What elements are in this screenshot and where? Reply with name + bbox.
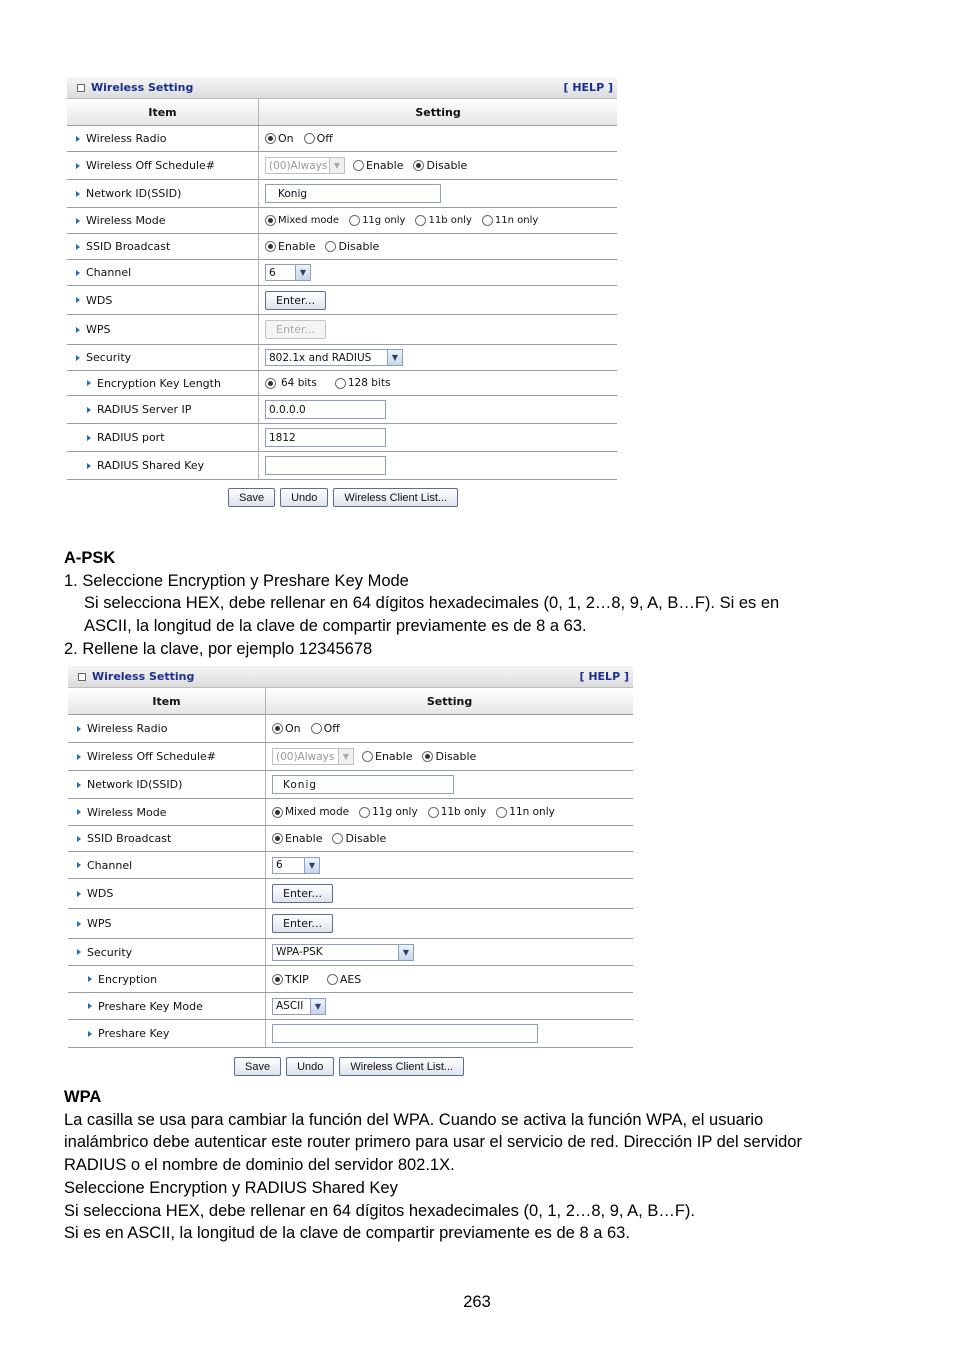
wps-enter-button[interactable]: Enter... (265, 320, 326, 339)
arrow-right-icon (77, 891, 81, 897)
radio-label: Disable (435, 750, 477, 763)
row-channel (67, 260, 617, 286)
arrow-right-icon (77, 862, 81, 868)
row-preshare-key-mode (68, 993, 633, 1020)
radio-disable[interactable] (325, 241, 336, 252)
paragraph-line: La casilla se usa para cambiar la función del WPA. Cuando se activa la función WPA, el usuario (64, 1110, 764, 1129)
row-label: Preshare Key (98, 1027, 170, 1040)
paragraph-line: Si es en ASCII, la longitud de la clave de compartir previamente es de 8 a 63. (64, 1224, 630, 1243)
row-label: WPS (87, 917, 112, 930)
select-value: 6 (269, 266, 276, 279)
radio-11b[interactable] (415, 215, 426, 226)
radio-label: 128 bits (347, 377, 391, 389)
panel1-button-bar (228, 488, 458, 507)
arrow-right-icon (77, 754, 81, 760)
radio-tkip[interactable] (272, 974, 283, 985)
arrow-right-icon (87, 435, 91, 441)
arrow-right-icon (87, 463, 91, 469)
radio-label: Enable (366, 159, 404, 172)
schedule-select[interactable] (272, 748, 354, 765)
row-label: Encryption (98, 972, 158, 986)
paragraph-line: ASCII, la longitud de la clave de compartir previamente es de 8 a 63. (84, 617, 587, 636)
radio-label: On (278, 132, 294, 145)
radius-port-input[interactable]: 1812 (265, 428, 386, 447)
arrow-right-icon (77, 809, 81, 815)
radio-11g[interactable] (359, 807, 370, 818)
radio-label: Off (316, 132, 333, 145)
row-label: Channel (86, 266, 132, 279)
row-radius-key (67, 452, 617, 480)
row-wps (67, 315, 617, 345)
radio-enable[interactable] (353, 160, 364, 171)
arrow-right-icon (76, 270, 80, 276)
panel-title: Wireless Setting (92, 670, 195, 683)
wpa-section (64, 1086, 924, 1245)
radio-label: Disable (345, 832, 387, 845)
row-label: Encryption Key Length (97, 376, 221, 390)
radio-label: Mixed mode (285, 806, 350, 818)
row-label: WDS (86, 293, 113, 307)
row-label: Wireless Radio (86, 132, 167, 145)
radio-label: Enable (285, 832, 323, 845)
radio-11b[interactable] (428, 807, 439, 818)
radio-disable[interactable] (332, 833, 343, 844)
select-value: ASCII (276, 1000, 304, 1012)
radio-label: Mixed mode (278, 215, 340, 226)
arrow-right-icon (77, 782, 81, 788)
arrow-right-icon (76, 355, 80, 361)
apsk-section (64, 547, 894, 661)
channel-select[interactable] (265, 264, 311, 281)
arrow-right-icon (76, 244, 80, 250)
channel-select[interactable] (272, 857, 320, 874)
radio-label: TKIP (285, 972, 309, 986)
preshare-key-input[interactable] (272, 1024, 538, 1043)
help-link[interactable]: [ HELP ] (579, 670, 629, 683)
ssid-input[interactable]: Konig (272, 775, 454, 794)
chevron-down-icon: ▼ (329, 158, 344, 173)
ssid-input[interactable]: Konig (265, 184, 441, 203)
preshare-mode-select[interactable] (272, 998, 326, 1015)
chevron-down-icon: ▼ (304, 858, 319, 873)
radio-label: Off (323, 722, 340, 735)
radio-label: On (285, 722, 301, 735)
help-link[interactable]: [ HELP ] (563, 81, 613, 94)
row-label: SSID Broadcast (87, 832, 172, 845)
wds-enter-button[interactable]: Enter... (272, 884, 333, 903)
page-number: 263 (463, 1293, 491, 1311)
undo-button[interactable]: Undo (286, 1057, 334, 1076)
radio-label: 11g only (362, 215, 406, 226)
row-channel (68, 852, 633, 879)
chevron-down-icon: ▼ (387, 350, 402, 365)
row-ssid-broadcast (67, 234, 617, 260)
row-ssid (68, 771, 633, 799)
radio-label: 11g only (372, 806, 418, 818)
radio-aes[interactable] (327, 974, 338, 985)
wireless-setting-panel-2 (68, 666, 633, 1048)
row-preshare-key (68, 1020, 633, 1048)
select-value: (00)Always (276, 750, 335, 763)
paragraph-line: Si selecciona HEX, debe rellenar en 64 dígitos hexadecimales (0, 1, 2…8, 9, A, B…F). (64, 1201, 695, 1220)
radius-key-input[interactable] (265, 456, 386, 475)
select-value: (00)Always (269, 159, 328, 172)
row-label: Channel (87, 858, 133, 872)
row-label: Network ID(SSID) (87, 778, 183, 791)
radio-label: 11n only (494, 215, 539, 226)
radio-11n[interactable] (482, 215, 493, 226)
panel-title-bar (68, 666, 633, 688)
radio-label: 11n only (509, 806, 555, 818)
undo-button[interactable]: Undo (280, 488, 328, 507)
row-encryption (68, 966, 633, 993)
select-value: WPA-PSK (276, 946, 323, 958)
section-heading: A-PSK (64, 549, 116, 567)
chevron-down-icon: ▼ (398, 945, 413, 960)
radio-disable[interactable] (422, 751, 433, 762)
radio-128bits[interactable] (335, 378, 346, 389)
arrow-right-icon (76, 191, 80, 197)
row-ssid-broadcast (68, 826, 633, 852)
row-security (68, 939, 633, 966)
chevron-down-icon: ▼ (338, 749, 353, 764)
window-square-icon (77, 84, 85, 92)
row-wireless-mode (67, 208, 617, 234)
row-label: WDS (87, 887, 114, 900)
row-label: RADIUS Server IP (97, 403, 192, 416)
row-label: Wireless Off Schedule# (87, 750, 217, 763)
row-security (67, 345, 617, 371)
row-label: Security (86, 351, 132, 364)
row-radius-port (67, 424, 617, 452)
row-label: SSID Broadcast (86, 240, 171, 253)
row-label: Security (87, 945, 133, 959)
arrow-right-icon (87, 407, 91, 413)
arrow-right-icon (87, 380, 91, 386)
radio-off[interactable] (311, 723, 322, 734)
security-select[interactable] (265, 349, 403, 366)
radio-on[interactable] (272, 723, 283, 734)
panel-title-bar (67, 77, 617, 99)
save-button[interactable]: Save (234, 1057, 281, 1076)
arrow-right-icon (77, 836, 81, 842)
arrow-right-icon (77, 921, 81, 927)
row-label: Network ID(SSID) (86, 187, 182, 200)
arrow-right-icon (88, 976, 92, 982)
select-value: 802.1x and RADIUS (269, 351, 372, 364)
radio-label: 11b only (440, 806, 487, 818)
radio-label: Enable (278, 240, 316, 253)
paragraph-line: Si selecciona HEX, debe rellenar en 64 dígitos hexadecimales (0, 1, 2…8, 9, A, B…F). Si es en (84, 594, 780, 613)
radio-enable[interactable] (362, 751, 373, 762)
row-wps (68, 909, 633, 939)
radio-11g[interactable] (349, 215, 360, 226)
security-select[interactable] (272, 944, 414, 961)
column-setting: Setting (415, 105, 461, 119)
radio-label: Enable (375, 750, 413, 763)
arrow-right-icon (77, 949, 81, 955)
radio-label: 11b only (428, 215, 472, 226)
panel-title: Wireless Setting (91, 81, 194, 94)
arrow-right-icon (76, 218, 80, 224)
window-square-icon (78, 673, 86, 681)
row-wireless-mode (68, 799, 633, 826)
select-value: 6 (276, 859, 283, 871)
row-key-length (67, 371, 617, 396)
column-item: Item (67, 99, 259, 125)
paragraph-line: inalámbrico debe autenticar este router primero para usar el servicio de red. Dirección IP del servidor (64, 1133, 802, 1152)
row-label: RADIUS port (97, 431, 165, 444)
arrow-right-icon (76, 136, 80, 142)
column-item: Item (68, 688, 266, 714)
chevron-down-icon: ▼ (310, 999, 325, 1014)
row-off-schedule (67, 152, 617, 180)
arrow-right-icon (76, 163, 80, 169)
radio-enable[interactable] (265, 241, 276, 252)
section-heading: WPA (64, 1088, 102, 1106)
table-header (67, 99, 617, 126)
table-header (68, 688, 633, 715)
column-setting: Setting (426, 694, 473, 708)
arrow-right-icon (88, 1003, 92, 1009)
row-label: RADIUS Shared Key (97, 459, 205, 472)
row-label: Wireless Radio (87, 722, 168, 735)
chevron-down-icon: ▼ (295, 265, 310, 280)
arrow-right-icon (76, 297, 80, 303)
panel2-button-bar (234, 1057, 464, 1076)
radio-enable[interactable] (272, 833, 283, 844)
schedule-select[interactable] (265, 157, 345, 174)
wireless-client-list-button[interactable]: Wireless Client List... (333, 488, 458, 507)
row-label: WPS (86, 323, 111, 336)
radius-ip-input[interactable]: 0.0.0.0 (265, 400, 386, 419)
row-off-schedule (68, 743, 633, 771)
wps-enter-button[interactable]: Enter... (272, 914, 333, 933)
row-wds (68, 879, 633, 909)
row-wireless-radio (67, 126, 617, 152)
radio-off[interactable] (304, 133, 315, 144)
arrow-right-icon (88, 1031, 92, 1037)
paragraph-line: 2. Rellene la clave, por ejemplo 12345678 (64, 639, 373, 658)
radio-64bits[interactable] (265, 378, 276, 389)
radio-label: 64 bits (281, 377, 317, 389)
radio-mixed[interactable] (265, 215, 276, 226)
wireless-client-list-button[interactable]: Wireless Client List... (339, 1057, 464, 1076)
radio-on[interactable] (265, 133, 276, 144)
row-label: Wireless Mode (87, 805, 167, 819)
paragraph-line: RADIUS o el nombre de dominio del servidor 802.1X. (64, 1156, 455, 1175)
row-wireless-radio (68, 715, 633, 743)
row-radius-ip (67, 396, 617, 424)
arrow-right-icon (76, 327, 80, 333)
row-label: Wireless Mode (86, 214, 166, 227)
radio-label: Disable (338, 240, 380, 253)
radio-disable[interactable] (413, 160, 424, 171)
paragraph-line: 1. Seleccione Encryption y Preshare Key Mode (64, 571, 409, 590)
arrow-right-icon (77, 726, 81, 732)
paragraph-line: Seleccione Encryption y RADIUS Shared Key (64, 1178, 398, 1197)
row-ssid (67, 180, 617, 208)
wireless-setting-panel-1 (67, 77, 617, 480)
wds-enter-button[interactable]: Enter... (265, 291, 326, 310)
save-button[interactable]: Save (228, 488, 275, 507)
radio-label: Disable (426, 159, 468, 172)
row-label: Wireless Off Schedule# (86, 159, 216, 172)
row-label: Preshare Key Mode (98, 999, 203, 1013)
row-wds (67, 286, 617, 315)
radio-11n[interactable] (496, 807, 507, 818)
radio-mixed[interactable] (272, 807, 283, 818)
radio-label: AES (339, 972, 362, 986)
